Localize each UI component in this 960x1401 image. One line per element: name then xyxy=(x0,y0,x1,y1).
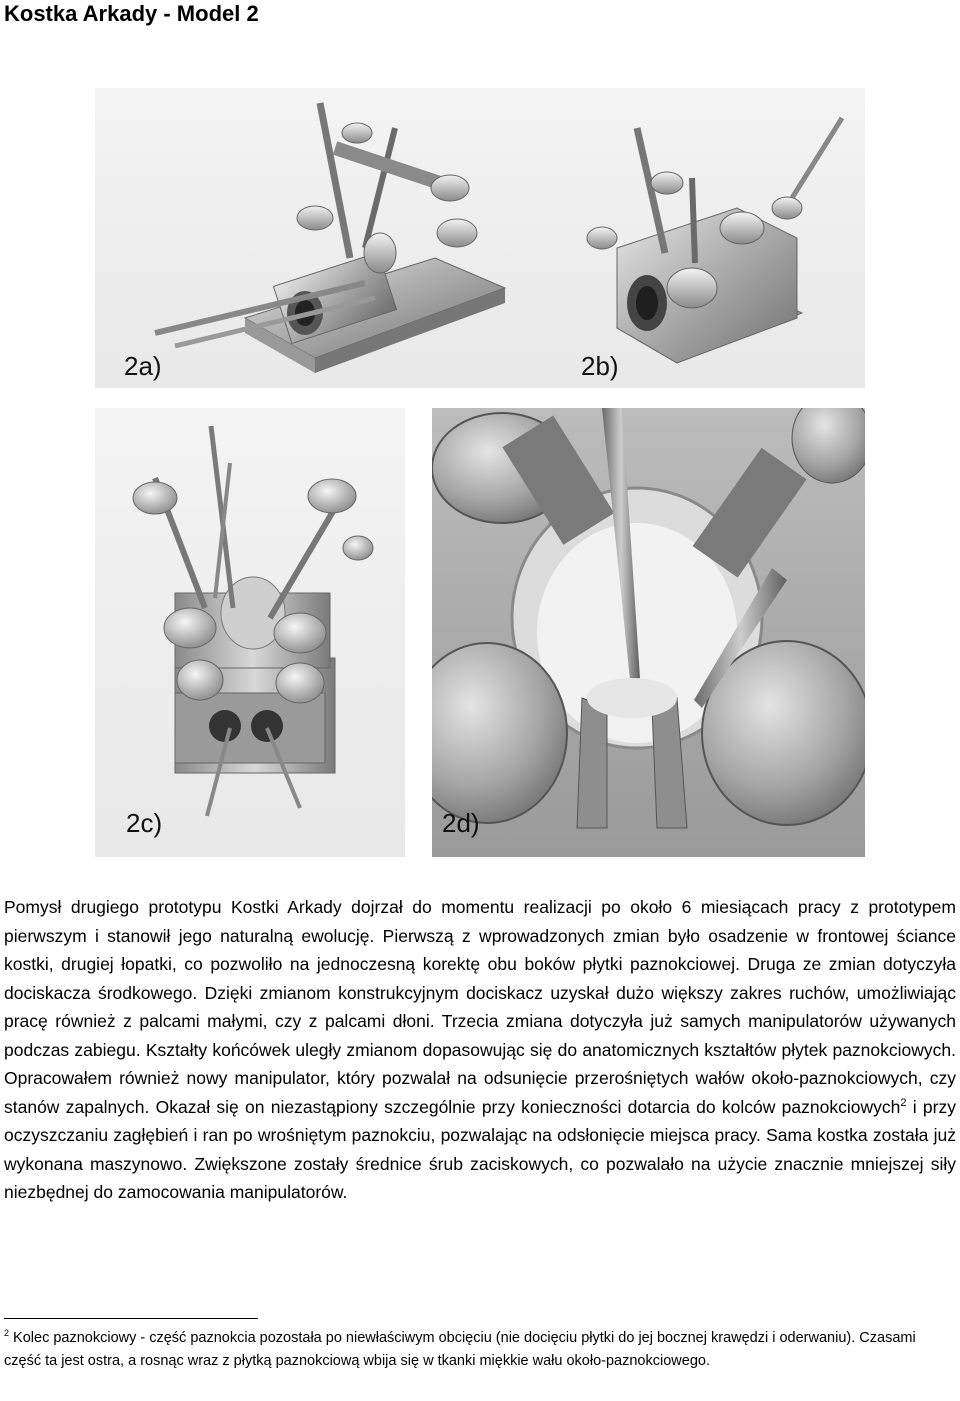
footnote xyxy=(4,1327,956,1372)
figure-2a xyxy=(95,88,547,388)
page-title: Kostka Arkady - Model 2 xyxy=(4,1,259,26)
figure-2b-label: 2b) xyxy=(581,351,619,381)
body-paragraph xyxy=(4,893,956,1207)
figure-2b xyxy=(547,88,865,388)
figure-2d-illustration xyxy=(432,408,865,857)
footnote-reference: 2 xyxy=(900,1096,907,1109)
figure-2b-illustration xyxy=(547,88,865,388)
figure-2c-illustration xyxy=(95,408,405,857)
figure-2c xyxy=(95,408,405,857)
body-text-part1: Pomysł drugiego prototypu Kostki Arkady dojrzał do momentu realizacji po około 6 miesiącach pracy z prototypem pierwszym i stanowił jego naturalną ewolucję. Pierwszą z wprowadzonych zmian było osadzenie w frontowej ściance kostki, drugiej łopatki, co pozwoliło na jednoczesną korektę obu boków płytki paznokciowej. Druga ze zmian dotyczyła dociskacza środkowego. Dzięki zmianom konstrukcyjnym dociskacz uzyskał dużo większy zakres ruchów, umożliwiając pracę również z palcami małymi, czy z palcami dłoni. Trzecia zmiana dotyczyła już samych manipulatorów używanych podczas zabiegu. Kształty końcówek uległy zmianom dopasowując się do anatomicznych kształtów płytek paznokciowych. Opracowałem również nowy manipulator, który pozwalał na odsunięcie przerośniętych wałów około-paznokciowych, czy stanów zapalnych. Okazał się on niezastąpiony szczególnie przy konieczności dotarcia do kolców paznokciowych xyxy=(4,897,956,1117)
figure-2a-label: 2a) xyxy=(124,351,162,381)
body-text-part2: i przy oczyszczaniu zagłębień i ran po wrośniętym paznokciu, pozwalając na odsłonięcie miejsca pracy. Sama kostka została już wykonana maszynowo. Zwiększone zostały średnice śrub zaciskowych, co pozwalało na użycie znacznie mniejszej siły niezbędnej do zamocowania manipulatorów. xyxy=(4,1096,956,1202)
figure-2d-label: 2d) xyxy=(442,808,480,838)
footnote-separator xyxy=(4,1318,258,1319)
figure-2c-label: 2c) xyxy=(126,808,163,838)
footnote-text: Kolec paznokciowy - część paznokcia pozostała po niewłaściwym obcięciu (nie docięciu płytki do jej bocznej krawędzi i oderwaniu). Czasami część ta jest ostra, a rosnąc wraz z płytką paznokciową wbija się w tkanki miękkie wału około-paznokciowego. xyxy=(4,1330,916,1369)
figure-2d xyxy=(432,408,865,857)
footnote-number: 2 xyxy=(4,1328,10,1339)
figure-2a-illustration xyxy=(95,88,547,388)
